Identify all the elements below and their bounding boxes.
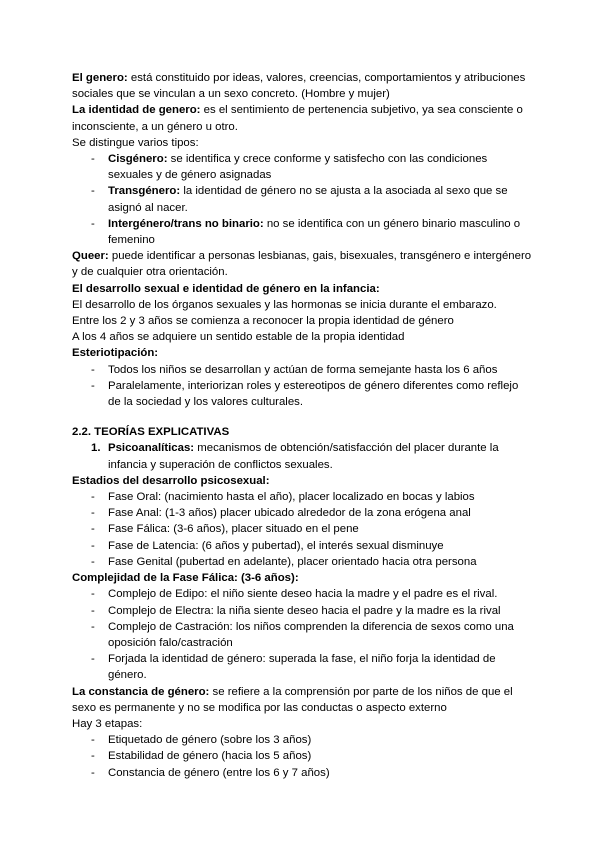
list-etapas bbox=[72, 732, 532, 781]
list-item-text: Fase Oral: (nacimiento hasta el año), placer localizado en bocas y labios bbox=[108, 491, 475, 504]
dash-marker: - bbox=[91, 363, 95, 376]
dash-marker: - bbox=[91, 653, 95, 666]
term-cisgenero: Cisgénero: bbox=[108, 153, 168, 166]
paragraph-genero bbox=[72, 70, 532, 102]
document-page bbox=[72, 70, 532, 781]
text-cisgenero: se identifica y crece conforme y satisfecho con las condiciones sexuales y de género asignadas bbox=[108, 153, 488, 182]
list-item bbox=[72, 151, 532, 183]
section-heading-teorias: 2.2. TEORÍAS EXPLICATIVAS bbox=[72, 426, 230, 439]
heading-esteriotipacion: Esteriotipación: bbox=[72, 347, 159, 360]
text-transgenero: la identidad de género no se ajusta a la asociada al sexo que se asignó al nacer. bbox=[108, 185, 508, 214]
paragraph-organos: El desarrollo de los órganos sexuales y las hormonas se inicia durante el embarazo. bbox=[72, 298, 497, 311]
term-constancia: La constancia de género: bbox=[72, 685, 210, 698]
list-item bbox=[72, 440, 532, 472]
dash-marker: - bbox=[91, 523, 95, 536]
list-item bbox=[72, 362, 532, 378]
list-item-text: Estabilidad de género (hacia los 5 años) bbox=[108, 750, 312, 763]
text-genero: está constituido por ideas, valores, creencias, comportamientos y atribuciones sociales que se vinculan a un sexo concreto. (Hombre y mujer) bbox=[72, 72, 526, 101]
dash-marker: - bbox=[91, 153, 95, 166]
dash-marker: - bbox=[91, 185, 95, 198]
list-tipos bbox=[72, 151, 532, 248]
paragraph-2-3-anos: Entre los 2 y 3 años se comienza a reconocer la propia identidad de género bbox=[72, 315, 454, 328]
dash-marker: - bbox=[91, 766, 95, 779]
list-item bbox=[72, 619, 532, 651]
paragraph-4-anos: A los 4 años se adquiere un sentido estable de la propia identidad bbox=[72, 331, 405, 344]
heading-fase-falica: Complejidad de la Fase Fálica: (3-6 años): bbox=[72, 572, 299, 585]
list-estadios bbox=[72, 489, 532, 570]
term-identidad: La identidad de genero: bbox=[72, 104, 201, 117]
text-constancia: se refiere a la comprensión por parte de los niños de que el sexo es permanente y no se modifica por las conductas o aspecto externo bbox=[72, 685, 513, 714]
dash-marker: - bbox=[91, 620, 95, 633]
dash-marker: - bbox=[91, 491, 95, 504]
dash-marker: - bbox=[91, 750, 95, 763]
list-number: 1. bbox=[91, 442, 101, 455]
dash-marker: - bbox=[91, 734, 95, 747]
list-item bbox=[72, 651, 532, 683]
list-item bbox=[72, 586, 532, 602]
list-item bbox=[72, 378, 532, 410]
list-item bbox=[72, 521, 532, 537]
text-identidad: es el sentimiento de pertenencia subjetivo, ya sea consciente o inconsciente, a un género u otro. bbox=[72, 104, 523, 133]
term-intergenero: Intergénero/trans no binario: bbox=[108, 217, 264, 230]
term-transgenero: Transgénero: bbox=[108, 185, 181, 198]
list-item bbox=[72, 554, 532, 570]
list-item bbox=[72, 603, 532, 619]
dash-marker: - bbox=[91, 539, 95, 552]
text-intergenero: no se identifica con un género binario masculino o femenino bbox=[108, 217, 521, 247]
text-psicoanaliticas: mecanismos de obtención/satisfacción del placer durante la infancia y superación de conflictos sexuales. bbox=[108, 442, 499, 471]
list-item bbox=[72, 732, 532, 748]
paragraph-queer bbox=[72, 248, 532, 280]
paragraph-tipos-intro: Se distingue varios tipos: bbox=[72, 136, 199, 149]
dash-marker: - bbox=[91, 379, 95, 392]
dash-marker: - bbox=[91, 507, 95, 520]
list-item bbox=[72, 489, 532, 505]
dash-marker: - bbox=[91, 604, 95, 617]
list-item-text: Paralelamente, interiorizan roles y estereotipos de género diferentes como reflejo de la sociedad y los valores culturales. bbox=[108, 379, 519, 409]
list-item-text: Complejo de Edipo: el niño siente deseo hacia la madre y el padre es el rival. bbox=[108, 588, 498, 601]
list-item-text: Fase Fálica: (3-6 años), placer situado en el pene bbox=[108, 523, 359, 536]
term-genero: El genero: bbox=[72, 72, 128, 84]
term-psicoanaliticas: Psicoanalíticas: bbox=[108, 442, 195, 455]
paragraph-constancia bbox=[72, 684, 532, 716]
term-queer: Queer: bbox=[72, 250, 109, 263]
list-item-text: Fase Genital (pubertad en adelante), placer orientado hacia otra persona bbox=[108, 555, 477, 568]
list-estereotipos bbox=[72, 362, 532, 411]
list-item bbox=[72, 748, 532, 764]
dash-marker: - bbox=[91, 588, 95, 601]
list-item-text: Forjada la identidad de género: superada la fase, el niño forja la identidad de género. bbox=[108, 653, 496, 682]
list-complejos bbox=[72, 586, 532, 683]
list-item-text: Constancia de género (entre los 6 y 7 años) bbox=[108, 766, 330, 779]
list-item bbox=[72, 216, 532, 248]
heading-estadios: Estadios del desarrollo psicosexual: bbox=[72, 474, 270, 487]
list-item-text: Complejo de Electra: la niña siente deseo hacia el padre y la madre es la rival bbox=[108, 604, 501, 617]
text-queer: puede identificar a personas lesbianas, gais, bisexuales, transgénero e intergénero y de cualquier otra orientación. bbox=[72, 250, 532, 279]
list-item bbox=[72, 538, 532, 554]
list-item bbox=[72, 765, 532, 781]
list-item-text: Complejo de Castración: los niños comprenden la diferencia de sexos como una oposición falo/castración bbox=[108, 620, 514, 649]
paragraph-etapas-intro: Hay 3 etapas: bbox=[72, 717, 143, 730]
dash-marker: - bbox=[91, 555, 95, 568]
list-item-text: Fase Anal: (1-3 años) placer ubicado alrededor de la zona erógena anal bbox=[108, 507, 471, 520]
list-item-text: Etiquetado de género (sobre los 3 años) bbox=[108, 734, 312, 747]
list-teorias bbox=[72, 440, 532, 472]
heading-desarrollo-sexual: El desarrollo sexual e identidad de género en la infancia: bbox=[72, 282, 380, 295]
list-item bbox=[72, 183, 532, 215]
list-item bbox=[72, 505, 532, 521]
list-item-text: Fase de Latencia: (6 años y pubertad), el interés sexual disminuye bbox=[108, 539, 444, 552]
paragraph-identidad bbox=[72, 102, 532, 134]
dash-marker: - bbox=[91, 217, 95, 230]
list-item-text: Todos los niños se desarrollan y actúan de forma semejante hasta los 6 años bbox=[108, 363, 498, 376]
